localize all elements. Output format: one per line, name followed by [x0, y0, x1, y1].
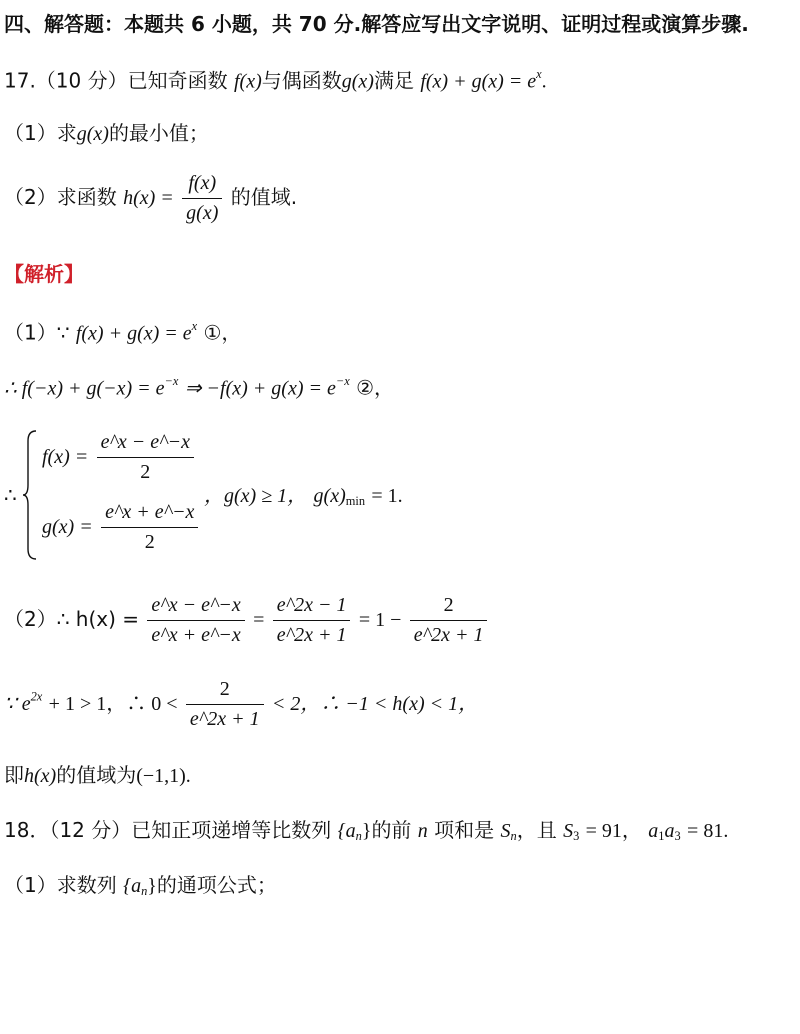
- fraction-numerator: e^x − e^−x: [100, 431, 190, 453]
- math-subscript: n: [355, 829, 362, 844]
- math-subscript: 3: [674, 829, 681, 844]
- question-18: [4, 820, 728, 843]
- fraction: [186, 678, 264, 731]
- fraction-denominator: e^x + e^−x: [151, 624, 241, 646]
- fraction-bar: [273, 620, 351, 621]
- fraction-numerator: 2: [443, 594, 454, 616]
- math-subscript: n: [510, 829, 517, 844]
- math-expression: = 81.: [687, 820, 729, 842]
- math-expression: = 1.: [371, 485, 403, 507]
- q18-text: 已知正项递增等比数列: [131, 818, 332, 842]
- q17-part2: [4, 172, 297, 225]
- math-expression: ∴ f(−x) + g(−x) = e: [4, 377, 165, 400]
- question-17: [4, 68, 547, 91]
- step-prefix: （1）∵: [4, 320, 70, 345]
- math-h: h(x): [24, 765, 57, 787]
- math-a: a: [664, 820, 675, 842]
- fraction-bar: [97, 457, 194, 458]
- fraction-denominator: 2: [140, 461, 151, 483]
- math-subscript: 1: [658, 829, 665, 844]
- math-S: S: [500, 820, 511, 842]
- part-label: （1）求: [4, 121, 77, 145]
- q18-text: 项和是: [434, 818, 495, 842]
- q17-part1: [4, 123, 209, 144]
- q17-text: 已知奇函数: [127, 68, 228, 93]
- math-exponent: −x: [335, 374, 350, 388]
- fraction-bar: [186, 704, 264, 705]
- equation-tag: ②，: [356, 375, 395, 400]
- math-g: g(x) =: [42, 516, 93, 538]
- math-exponent: −x: [164, 374, 179, 388]
- math-expression: = 1 −: [358, 609, 402, 631]
- math-equation: f(x) + g(x) = e: [420, 70, 537, 93]
- fraction-denominator: 2: [144, 531, 155, 553]
- math-expression: ∵ e: [4, 693, 31, 715]
- fraction: [97, 431, 194, 484]
- fraction-denominator: e^2x + 1: [189, 708, 260, 730]
- math-expression: ⇒ −f(x) + g(x) = e: [184, 377, 336, 400]
- fraction-bar: [182, 198, 222, 199]
- analysis-step4: [4, 678, 478, 731]
- system-row-g: [42, 501, 200, 554]
- fraction-bar: [101, 527, 198, 528]
- fraction-numerator: f(x): [188, 172, 217, 194]
- section-title: 四、解答题：本题共 6 小题，共 70 分.解答应写出文字说明、证明过程或演算步骤.: [4, 12, 749, 36]
- fraction-bar: [410, 620, 488, 621]
- math-exponent: x: [191, 319, 198, 333]
- q18-part1: [4, 875, 277, 898]
- math-f: f(x): [233, 70, 262, 93]
- fraction: [273, 594, 351, 647]
- analysis-step3: [4, 594, 489, 647]
- analysis-step2: [4, 375, 394, 398]
- q18-text: 的前: [371, 818, 412, 842]
- math-S: S: [563, 820, 574, 842]
- fraction-denominator: g(x): [186, 202, 219, 224]
- math-g: g(x): [313, 485, 346, 507]
- math-expression: < 2，∴ −1 < h(x) < 1，: [271, 693, 479, 715]
- math-brace: }: [147, 875, 157, 897]
- fraction: [182, 172, 222, 225]
- fraction-denominator: e^2x + 1: [276, 624, 347, 646]
- q18-text: ，且: [516, 818, 557, 842]
- math-n: n: [417, 820, 428, 842]
- analysis-conclusion: [4, 765, 191, 786]
- conclusion-text: 的值域为: [56, 763, 137, 787]
- math-g: g(x): [341, 70, 374, 93]
- fraction-numerator: e^x − e^−x: [151, 594, 241, 616]
- analysis-label: 【解析】: [4, 262, 84, 286]
- part-text: 的通项公式；: [156, 873, 277, 897]
- math-expression: ，g(x) ≥ 1，: [204, 485, 308, 507]
- q17-text: 满足: [373, 68, 414, 93]
- math-expression: = 91，: [585, 820, 642, 842]
- brace-icon: [22, 429, 40, 561]
- period: .: [541, 70, 547, 93]
- fraction-numerator: e^x + e^−x: [105, 501, 195, 523]
- math-sequence: {a: [337, 820, 356, 842]
- math-expression: + 1 > 1，∴ 0 <: [48, 693, 178, 715]
- fraction: [101, 501, 198, 554]
- math-a: a: [648, 820, 659, 842]
- math-subscript: min: [345, 494, 366, 509]
- fraction-bar: [147, 620, 244, 621]
- system-conclusion: [204, 485, 403, 508]
- q18-number: 18．（12 分）: [4, 818, 132, 842]
- math-f: f(x) =: [42, 446, 89, 468]
- part-text: 的最小值；: [108, 121, 209, 145]
- equation-system: [4, 425, 704, 565]
- fraction-denominator: e^2x + 1: [413, 624, 484, 646]
- system-row-f: [42, 431, 196, 484]
- fraction-numerator: e^2x − 1: [276, 594, 347, 616]
- math-subscript: n: [141, 884, 148, 899]
- equals-sign: =: [253, 609, 265, 631]
- math-exponent: x: [536, 67, 542, 81]
- fraction-numerator: 2: [219, 678, 230, 700]
- part-label: （1）求数列: [4, 873, 117, 897]
- part-label: （2）求函数: [4, 185, 117, 209]
- step-prefix: （2）∴ h(x) =: [4, 607, 140, 631]
- math-expression: f(x) + g(x) = e: [75, 322, 192, 345]
- part-text: 的值域.: [230, 185, 298, 209]
- math-interval: (−1,1).: [136, 765, 191, 787]
- math-h: h(x) =: [123, 187, 174, 209]
- fraction: [147, 594, 244, 647]
- q17-text: 与偶函数: [261, 68, 342, 93]
- math-g: g(x): [76, 123, 109, 145]
- therefore-symbol: ∴: [4, 485, 17, 507]
- math-exponent: 2x: [30, 689, 43, 704]
- math-subscript: 3: [573, 829, 580, 844]
- conclusion-text: 即: [4, 763, 24, 787]
- q17-number: 17.（10 分）: [4, 68, 128, 93]
- analysis-step1: [4, 320, 241, 343]
- equation-tag: ①，: [203, 320, 242, 345]
- math-sequence: {a: [123, 875, 142, 897]
- math-brace: }: [361, 820, 372, 842]
- fraction: [410, 594, 488, 647]
